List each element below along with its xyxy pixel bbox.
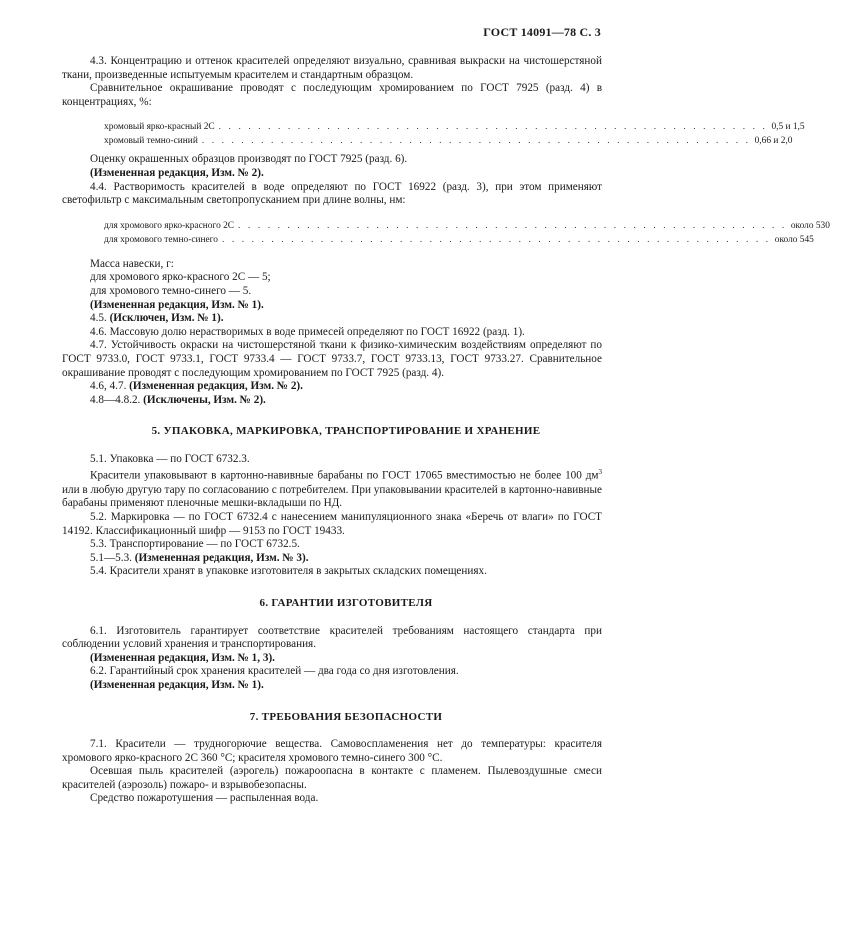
paragraph-5-2: 5.2. Маркировка — по ГОСТ 6732.4 с нанесением манипуляционного знака «Беречь от влаги» по ГОСТ 14192. Классификационный шифр — 9153 по ГОСТ 19433. <box>62 510 602 537</box>
wavelength-label: для хромового ярко-красного 2С <box>104 220 235 231</box>
edition-note: (Исключен, Изм. № 1). <box>109 312 224 325</box>
paragraph-7-1-extinguishing: Средство пожаротушения — распыленная вода. <box>90 792 319 805</box>
concentration-row: хромовый ярко-красный 2С . . . . . . . . . . . . . . . . . . . . . . . . . . . . . . . . . . . . . . . . . . . . . . . . . . . . . . . . 0,5 и 1,5 <box>62 120 580 134</box>
document-body <box>62 55 830 806</box>
concentration-label: хромовый ярко-красный 2С <box>104 122 215 133</box>
edition-note: (Измененная редакция, Изм. № 1). <box>90 298 264 311</box>
section-7-title: 7. ТРЕБОВАНИЯ БЕЗОПАСНОСТИ <box>249 710 443 723</box>
paragraph-4-5 <box>62 312 602 326</box>
concentration-row: хромовый темно-синий . . . . . . . . . . . . . . . . . . . . . . . . . . . . . . . . . . . . . . . . . . . . . . . . . . . . . . . . 0,66 и 2,0 <box>62 134 580 148</box>
paragraph-5-1-packaging <box>62 466 602 511</box>
page-header: ГОСТ 14091—78 С. 3 <box>483 25 601 39</box>
wavelength-row: для хромового ярко-красного 2С . . . . . . . . . . . . . . . . . . . . . . . . . . . . . . . . . . . . . . . . . . . . . . . . . . . . . . . . около 530 <box>62 219 580 233</box>
paragraph-5-4: 5.4. Красители хранят в упаковке изготовителя в закрытых складских помещениях. <box>90 565 487 578</box>
paragraph-4-7: 4.7. Устойчивость окраски на чистошерстяной ткани к физико-химическим воздействиям определяют по ГОСТ 9733.0, ГОСТ 9733.1, ГОСТ 9733.4 — ГОСТ 9733.7, ГОСТ 9733.13, ГОСТ 9733.27. Сравнительное окрашивание проводят с последующим хромированием по ГОСТ 7925 (разд. 4). <box>62 339 602 379</box>
concentration-value: 0,66 и 2,0 <box>754 136 793 147</box>
clause-number: 4.5. <box>90 312 107 325</box>
packaging-text-cont: или в любую другую тару по согласованию с потребителем. При упаковывании красителей в картонно-навивные барабаны применяют пленочные мешки-вкладыши по НД. <box>62 483 602 510</box>
mass-item: для хромового ярко-красного 2С — 5; <box>90 271 271 284</box>
edition-note: (Измененная редакция, Изм. № 1). <box>90 678 264 691</box>
paragraph-4-3-comparison: Сравнительное окрашивание проводят с последующим хромированием по ГОСТ 7925 (разд. 4) в концентрациях, %: <box>62 82 602 108</box>
paragraph-4-3-evaluation: Оценку окрашенных образцов производят по ГОСТ 7925 (разд. 6). <box>90 153 408 166</box>
paragraph-4-3: 4.3. Концентрацию и оттенок красителей определяют визуально, сравнивая выкраски на чистошерстяной ткани, произведенные испытуемым красителем и стандартным образцом. <box>62 55 602 81</box>
superscript: 3 <box>598 468 602 477</box>
packaging-text: Красители упаковывают в картонно-навивные барабаны по ГОСТ 17065 вместимостью не более 100 дм <box>90 470 599 483</box>
paragraph-4-6: 4.6. Массовую долю нерастворимых в воде примесей определяют по ГОСТ 16922 (разд. 1). <box>90 325 525 338</box>
paragraph-4-6-4-7 <box>62 380 602 394</box>
mass-item: для хромового темно-синего — 5. <box>90 284 252 297</box>
clause-number: 4.6, 4.7. <box>90 380 127 393</box>
paragraph-5-1: 5.1. Упаковка — по ГОСТ 6732.3. <box>90 452 250 465</box>
edition-note: (Измененная редакция, Изм. № 2). <box>129 380 303 393</box>
section-6-title: 6. ГАРАНТИИ ИЗГОТОВИТЕЛЯ <box>259 596 433 609</box>
edition-note: (Измененная редакция, Изм. № 2). <box>90 166 264 179</box>
clause-number: 4.8—4.8.2. <box>90 393 141 406</box>
wavelength-value: около 530 <box>790 220 830 231</box>
wavelength-label: для хромового темно-синего <box>104 234 218 245</box>
paragraph-6-2: 6.2. Гарантийный срок хранения красителей — два года со дня изготовления. <box>90 665 459 678</box>
concentration-value: 0,5 и 1,5 <box>771 122 805 133</box>
wavelength-row: для хромового темно-синего . . . . . . . . . . . . . . . . . . . . . . . . . . . . . . . . . . . . . . . . . . . . . . . . . . . . . . . . около 545 <box>62 233 580 247</box>
mass-title: Масса навески, г: <box>90 257 174 270</box>
edition-note: (Измененная редакция, Изм. № 1, 3). <box>90 651 275 664</box>
paragraph-4-8 <box>62 394 602 408</box>
concentration-label: хромовый темно-синий <box>104 136 198 147</box>
section-5-title: 5. УПАКОВКА, МАРКИРОВКА, ТРАНСПОРТИРОВАНИЕ И ХРАНЕНИЕ <box>151 425 541 438</box>
paragraph-7-1: 7.1. Красители — трудногорючие вещества. Самовоспламенения нет до температуры: красителя хромового ярко-красного 2С 360 °С; красителя хромового темно-синего 300 °С. <box>62 738 602 764</box>
paragraph-7-1-dust: Осевшая пыль красителей (аэрогель) пожароопасна в контакте с пламенем. Пылевоздушные смеси красителей (аэрозоль) пожаро- и взрывобезопасны. <box>62 765 602 791</box>
paragraph-6-1: 6.1. Изготовитель гарантирует соответствие красителей требованиям настоящего стандарта при соблюдении условий хранения и транспортирования. <box>62 624 602 651</box>
wavelength-value: около 545 <box>774 234 814 245</box>
paragraph-4-4: 4.4. Растворимость красителей в воде определяют по ГОСТ 16922 (разд. 3), при этом применяют светофильтр с максимальным светопропусканием при длине волны, нм: <box>62 180 602 207</box>
clause-number: 5.1—5.3. <box>90 551 132 564</box>
edition-note: (Измененная редакция, Изм. № 3). <box>134 551 309 564</box>
paragraph-5-1-5-3 <box>62 552 602 566</box>
paragraph-5-3: 5.3. Транспортирование — по ГОСТ 6732.5. <box>90 538 300 551</box>
edition-note: (Исключены, Изм. № 2). <box>143 393 266 406</box>
